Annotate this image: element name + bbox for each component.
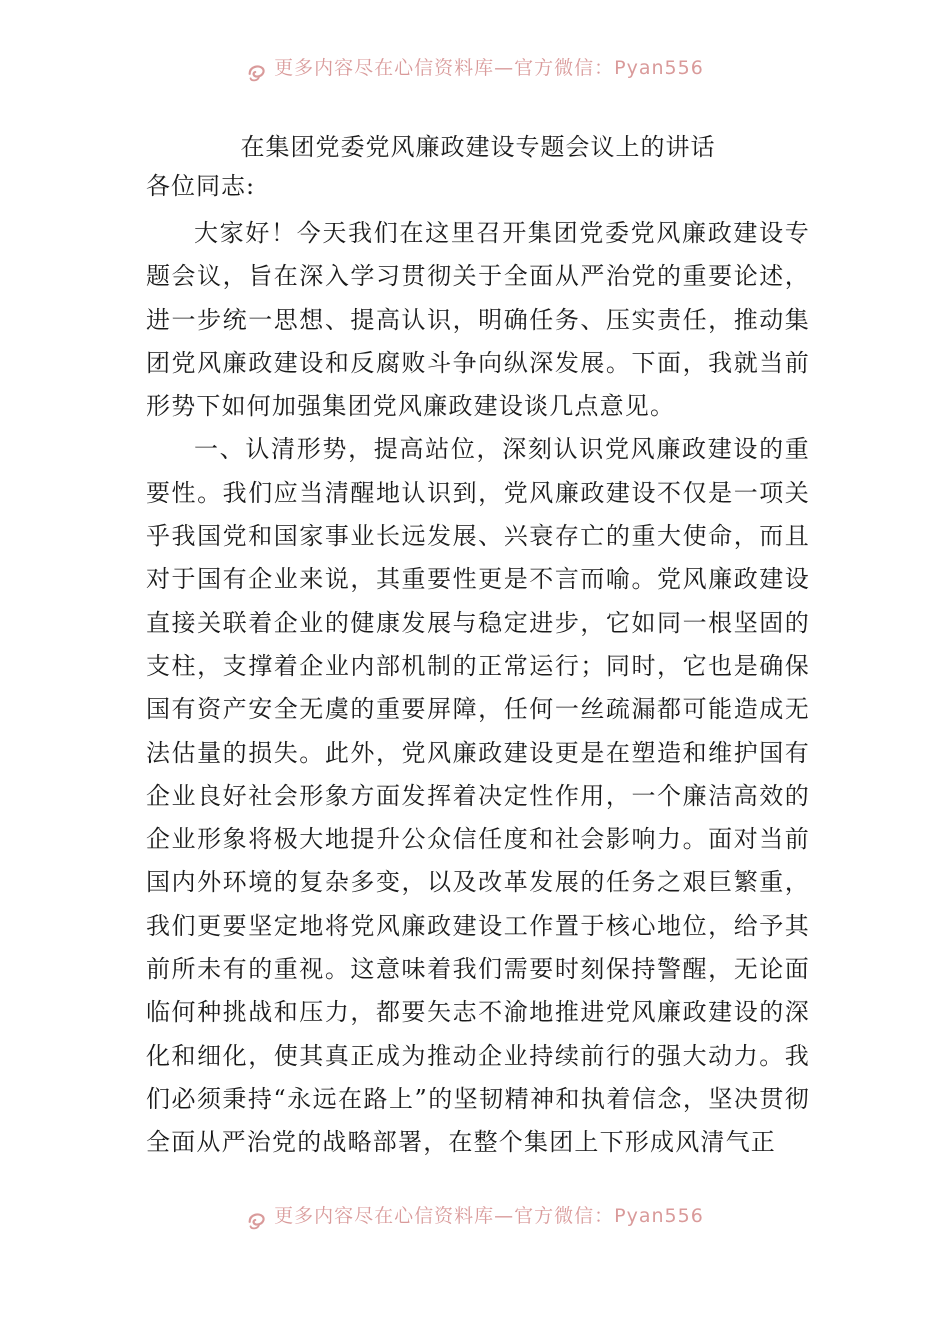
- paragraph-section-one: 一、认清形势，提高站位，深刻认识党风廉政建设的重要性。我们应当清醒地认识到，党风廉政建设不仅是一项关乎我国党和国家事业长远发展、兴衰存亡的重大使命，而且对于国有企业来说，其重要性更是不言而喻。党风廉政建设直接关联着企业的健康发展与稳定进步，它如同一根坚固的支柱，支撑着企业内部机制的正常运行；同时，它也是确保国有资产安全无虞的重要屏障，任何一丝疏漏都可能造成无法估量的损失。此外，党风廉政建设更是在塑造和维护国有企业良好社会形象方面发挥着决定性作用，一个廉洁高效的企业形象将极大地提升公众信任度和社会影响力。面对当前国内外环境的复杂多变，以及改革发展的任务之艰巨繁重，我们更要坚定地将党风廉政建设工作置于核心地位，给予其前所未有的重视。这意味着我们需要时刻保持警醒，无论面临何种挑战和压力，都要矢志不渝地推进党风廉政建设的深化和细化，使其真正成为推动企业持续前行的强大动力。我们必须秉持“永远在路上”的坚韧精神和执着信念，坚决贯彻全面从严治党的战略部署，在整个集团上下形成风清气正: [146, 435, 810, 1157]
- document-title: 在集团党委党风廉政建设专题会议上的讲话: [240, 133, 716, 161]
- salutation: 各位同志:: [146, 172, 256, 200]
- watermark-text: 更多内容尽在心信资料库—官方微信：Pyan556: [274, 56, 704, 79]
- watermark-text: 更多内容尽在心信资料库—官方微信：Pyan556: [274, 1204, 704, 1227]
- swirl-logo-icon: [246, 1209, 268, 1231]
- document-body: [146, 128, 810, 1165]
- swirl-logo-icon: [246, 61, 268, 83]
- paragraph-intro: 大家好！今天我们在这里召开集团党委党风廉政建设专题会议，旨在深入学习贯彻关于全面从严治党的重要论述，进一步统一思想、提高认识，明确任务、压实责任，推动集团党风廉政建设和反腐败斗争向纵深发展。下面，我就当前形势下如何加强集团党风廉政建设谈几点意见。: [146, 219, 810, 421]
- watermark-banner-top: [0, 52, 950, 92]
- watermark-banner-bottom: [0, 1200, 950, 1240]
